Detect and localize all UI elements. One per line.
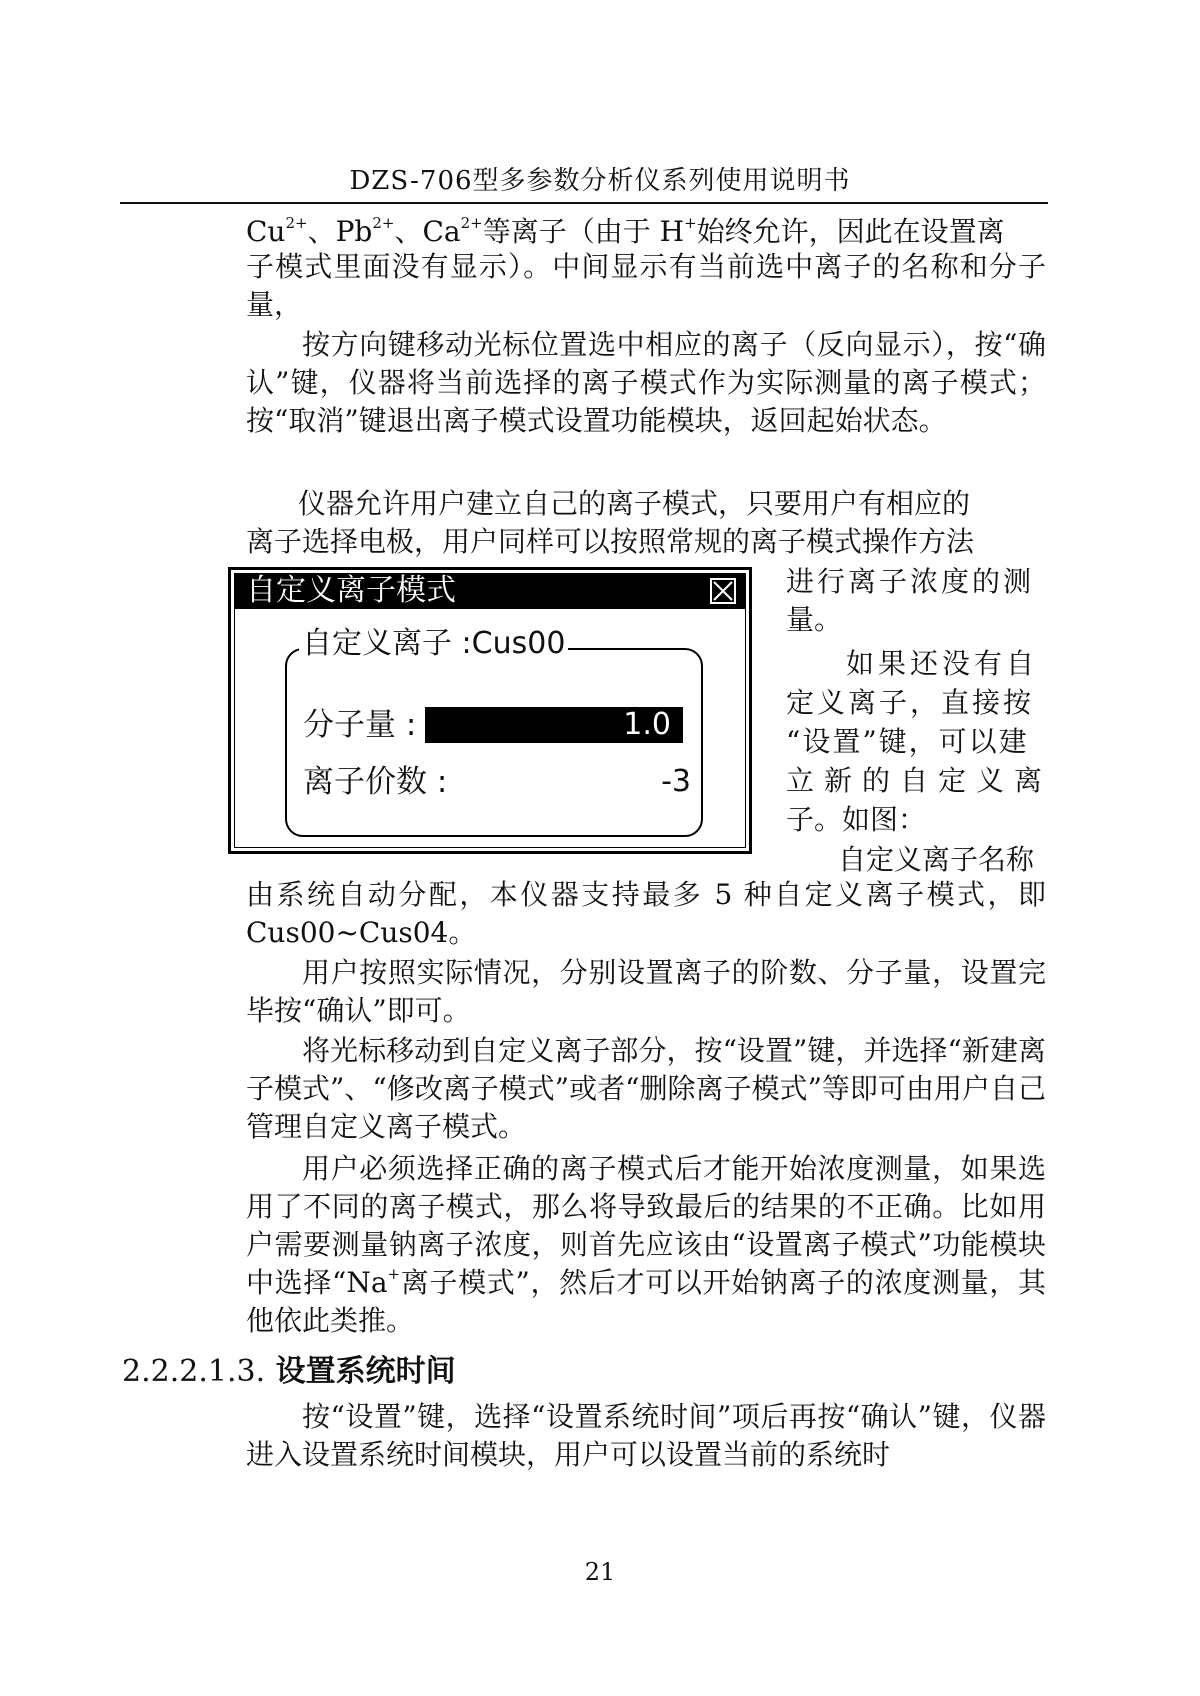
paragraph-3-line-1: 仪器允许用户建立自己的离子模式，只要用户有相应的 bbox=[298, 487, 971, 520]
section-title: 设置系统时间 bbox=[275, 1354, 456, 1389]
ion-valence-value[interactable]: -3 bbox=[661, 764, 691, 799]
paragraph-3-line-4: 量。 bbox=[786, 603, 843, 636]
paragraph-4-line-2: 定义离子，直接按 bbox=[786, 686, 1035, 719]
molecular-weight-field[interactable]: 1.0 bbox=[425, 707, 683, 743]
text-run: 、Ca bbox=[394, 215, 461, 248]
paragraph-4-line-3: “设置”键，可以建 bbox=[786, 725, 1029, 758]
molecular-weight-label: 分子量 : bbox=[303, 707, 417, 743]
paragraph-4-line-4: 立新的自定义离 bbox=[786, 764, 1053, 797]
header-title: DZS-706型多参数分析仪系列使用说明书 bbox=[349, 166, 851, 196]
paragraph-5-rest: 由系统自动分配，本仪器支持最多 5 种自定义离子模式，即Cus00~Cus04。 bbox=[246, 878, 1046, 949]
text-run: Cu bbox=[246, 215, 286, 248]
page-number: 21 bbox=[584, 1558, 616, 1586]
text-run: 离子模式”，然后才可以开始钠离子的浓度测量，其他依此类推。 bbox=[246, 1266, 1046, 1337]
section-heading bbox=[122, 1346, 456, 1390]
paragraph-8 bbox=[246, 1150, 1046, 1340]
header-rule bbox=[120, 202, 1048, 204]
paragraph-9: 按“设置”键，选择“设置系统时间”项后再按“确认”键，仪器进入设置系统时间模块，用户可以设置当前的系统时 bbox=[246, 1400, 1046, 1471]
superscript: + bbox=[387, 1265, 401, 1283]
paragraph-3-line-2: 离子选择电极，用户同样可以按照常规的离子模式操作方法 bbox=[246, 525, 975, 558]
paragraph-6: 用户按照实际情况，分别设置离子的阶数、分子量，设置完毕按“确认”即可。 bbox=[246, 956, 1046, 1027]
paragraph-1-line-1 bbox=[246, 210, 1005, 250]
paragraph-1-rest: 子模式里面没有显示）。中间显示有当前选中离子的名称和分子量， bbox=[246, 250, 1046, 321]
section-number: 2.2.2.1.3. bbox=[122, 1354, 266, 1389]
custom-ion-dialog bbox=[228, 567, 752, 854]
text-run: 用户必须选择正确的离子模式后才能开始浓度测量，如果选用了不同的离子模式，那么将导致最后的结果的不正确。比如用户需要测量钠离子浓度，则首先应该由“设置离子模式”功能模块中选择“Na bbox=[246, 1152, 1046, 1299]
superscript: + bbox=[684, 214, 697, 232]
paragraph-2: 按方向键移动光标位置选中相应的离子（反向显示），按“确认”键，仪器将当前选择的离子模式作为实际测量的离子模式；按“取消”键退出离子模式设置功能模块，返回起始状态。 bbox=[246, 328, 1046, 437]
paragraph-3-line-3: 进行离子浓度的测 bbox=[786, 565, 1035, 598]
custom-ion-name-label: 自定义离子 :Cus00 bbox=[299, 625, 568, 663]
close-box-icon[interactable] bbox=[710, 578, 736, 604]
paragraph-4-line-5: 子。如图： bbox=[786, 803, 927, 836]
superscript: 2+ bbox=[460, 214, 483, 232]
paragraph-4-line-1: 如果还没有自 bbox=[846, 647, 1039, 680]
text-run: 始终允许，因此在设置离 bbox=[696, 215, 1005, 248]
paragraph-5-line-1: 自定义离子名称 bbox=[838, 843, 1035, 876]
dialog-titlebar bbox=[234, 573, 746, 609]
ion-valence-label: 离子价数 : bbox=[303, 764, 448, 800]
superscript: 2+ bbox=[372, 214, 395, 232]
superscript: 2+ bbox=[285, 214, 308, 232]
text-run: 、Pb bbox=[307, 215, 373, 248]
dialog-title: 自定义离子模式 bbox=[246, 573, 456, 608]
text-run: 等离子（由于 H bbox=[482, 215, 685, 248]
paragraph-7: 将光标移动到自定义离子部分，按“设置”键，并选择“新建离子模式”、“修改离子模式”或者“删除离子模式”等即可由用户自己管理自定义离子模式。 bbox=[246, 1034, 1046, 1143]
